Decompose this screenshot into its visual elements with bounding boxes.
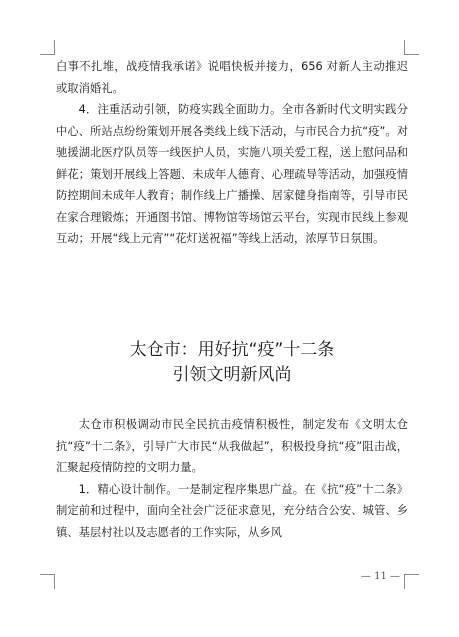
- crop-mark-bottom-left: [40, 574, 55, 589]
- page-number: — 11 —: [360, 571, 400, 582]
- paragraph-item-4: 4．注重活动引领，防疫实践全面助力。全市各新时代文明实践分中心、所站点纷纷策划开展各类线上线下活动，与市民合力抗“疫”。对驰援湖北医疗队员等一线医护人员，实施八项关爱工程，送上慰问品和鲜花；策划开展线上答题、未成年人德育、心理疏导等活动，加强疫情防控期间未成年人教育；制作线上广播操、居家健身指南等，引导市民在家合理锻炼；开通图书馆、博物馆等场馆云平台，实现市民线上参观互动；开展“线上元宵”“花灯送祝福”等线上活动，浓厚节日氛围。: [56, 103, 408, 245]
- crop-mark-top-left: [40, 40, 55, 55]
- crop-mark-bottom-right: [404, 574, 419, 589]
- paragraph-item-1: 1．精心设计制作。一是制定程序集思广益。在《抗“疫”十二条》制定前和过程中，面向全社会广泛征求意见，充分结合公安、城管、乡镇、基层村社以及志愿者的工作实际，从乡风: [56, 482, 408, 539]
- article-title-line-2: 引领文明新风尚: [172, 365, 292, 385]
- article-title: [56, 338, 408, 388]
- section-continued-text: [56, 56, 408, 250]
- paragraph-continued: 白事不扎堆，战疫情我承诺》说唱快板并接力，656 对新人主动推迟或取消婚礼。: [56, 60, 408, 95]
- crop-mark-top-right: [404, 40, 419, 55]
- article-title-line-1: 太仓市：用好抗“疫”十二条: [129, 340, 335, 360]
- paragraph-intro: 太仓市积极调动市民全民抗击疫情积极性，制定发布《文明太仓抗“疫”十二条》，引导广大市民“从我做起”，积极投身抗“疫”阻击战，汇聚起疫情防控的文明力量。: [56, 418, 408, 474]
- article-body: [56, 414, 408, 543]
